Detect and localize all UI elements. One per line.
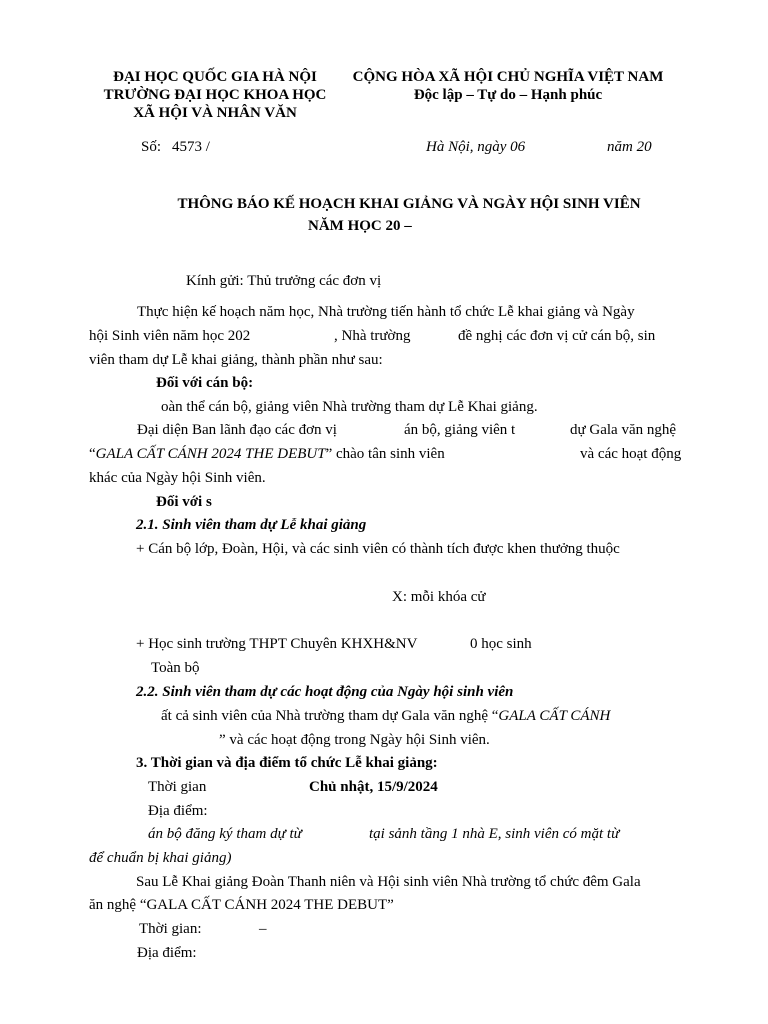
note-line-1a: án bộ đăng ký tham dự từ (148, 826, 302, 842)
close-quote-text: ” chào tân sinh viên (325, 446, 445, 462)
staff-heading: Đối với cán bộ: (156, 375, 254, 391)
intro-line-2b: , Nhà trường (334, 328, 411, 344)
section-2-2-line-1 (161, 707, 610, 725)
section-2-1-heading: 2.1. Sinh viên tham dự Lễ khai giảng (136, 517, 367, 533)
intro-line-2a: hội Sinh viên năm học 202 (89, 328, 251, 344)
place-label: Địa điểm: (148, 803, 208, 819)
national-motto: Độc lập – Tự do – Hạnh phúc (413, 87, 603, 103)
section-2-2-gala-name: GALA CẤT CÁNH (498, 708, 611, 724)
doc-date-year: năm 20 (607, 139, 652, 155)
section-2-1-line-2: X: mỗi khóa cử (392, 589, 486, 605)
section-2-2-line-1-text: ất cả sinh viên của Nhà trường tham dự Gala văn nghệ “ (161, 708, 499, 724)
doc-title-line1: THÔNG BÁO KẾ HOẠCH KHAI GIẢNG VÀ NGÀY HỘI SINH VIÊN (177, 196, 641, 212)
gala-name: GALA CẤT CÁNH 2024 THE DEBUT (95, 446, 326, 462)
recipient-line: Kính gửi: Thủ trưởng các đơn vị (186, 273, 382, 289)
section-2-2-line-2: ” và các hoạt động trong Ngày hội Sinh viên. (219, 732, 490, 748)
staff-line-3b: và các hoạt động (580, 446, 682, 462)
national-title: CỘNG HÒA XÃ HỘI CHỦ NGHĨA VIỆT NAM (352, 69, 664, 85)
after-place-label: Địa điểm: (137, 945, 197, 961)
intro-line-1: Thực hiện kế hoạch năm học, Nhà trường tiến hành tổ chức Lễ khai giảng và Ngày (137, 304, 635, 320)
doc-number-value: 4573 / (172, 139, 210, 155)
staff-line-3a (89, 445, 445, 463)
section-2-1-line-1: + Cán bộ lớp, Đoàn, Hội, và các sinh viên có thành tích được khen thưởng thuộc (136, 541, 620, 557)
after-line-1: Sau Lễ Khai giảng Đoàn Thanh niên và Hội sinh viên Nhà trường tổ chức đêm Gala (136, 874, 641, 890)
org-parent: ĐẠI HỌC QUỐC GIA HÀ NỘI (113, 69, 317, 85)
note-line-1b: tại sảnh tầng 1 nhà E, sinh viên có mặt từ (369, 826, 620, 842)
staff-line-2c: dự Gala văn nghệ (570, 422, 677, 438)
section-3-heading: 3. Thời gian và địa điểm tổ chức Lễ khai giảng: (136, 755, 438, 771)
staff-line-2b: án bộ, giảng viên t (404, 422, 516, 438)
after-line-2: ăn nghệ “GALA CẤT CÁNH 2024 THE DEBUT” (89, 897, 394, 913)
time-value: Chủ nhật, 15/9/2024 (309, 779, 438, 795)
open-quote: “ (89, 446, 96, 462)
after-time-dash: – (259, 921, 267, 937)
staff-line-1: oàn thể cán bộ, giảng viên Nhà trường tham dự Lễ Khai giảng. (161, 399, 538, 415)
org-name-line2: XÃ HỘI VÀ NHÂN VĂN (133, 105, 297, 121)
after-time-label: Thời gian: (139, 921, 202, 937)
note-line-2: để chuẩn bị khai giảng) (89, 850, 232, 866)
time-label: Thời gian (148, 779, 207, 795)
intro-line-3: viên tham dự Lễ khai giảng, thành phần như sau: (89, 352, 383, 368)
doc-number-label: Số: (141, 139, 162, 155)
doc-date-place: Hà Nội, ngày 06 (426, 139, 526, 155)
students-heading: Đối với s (156, 494, 212, 510)
section-2-1-line-4: Toàn bộ (151, 660, 200, 676)
intro-line-2c: đề nghị các đơn vị cử cán bộ, sin (458, 328, 656, 344)
org-name-line1: TRƯỜNG ĐẠI HỌC KHOA HỌC (103, 87, 327, 103)
section-2-1-line-3b: 0 học sinh (470, 636, 532, 652)
section-2-2-heading: 2.2. Sinh viên tham dự các hoạt động của Ngày hội sinh viên (136, 684, 514, 700)
staff-line-2a: Đại diện Ban lãnh đạo các đơn vị (137, 422, 337, 438)
staff-line-4: khác của Ngày hội Sinh viên. (89, 470, 266, 486)
section-2-1-line-3a: + Học sinh trường THPT Chuyên KHXH&NV (136, 636, 418, 652)
doc-title-line2: NĂM HỌC 20 – (308, 218, 412, 234)
